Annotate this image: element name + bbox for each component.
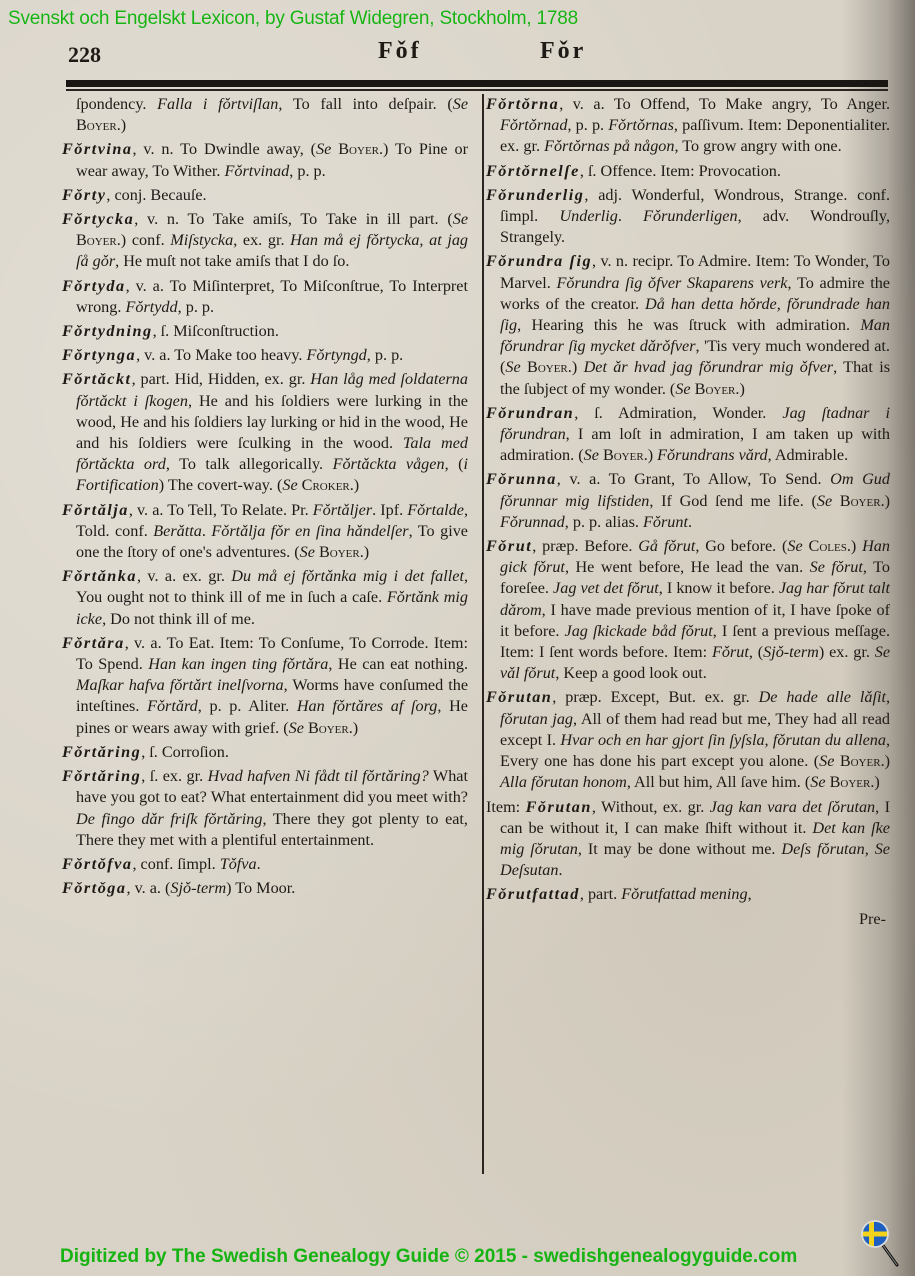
swedish-phrase: Du må ej fǒrtǎnka mig i det fallet: [231, 567, 464, 586]
swedish-phrase: Fǒrtǒrnad: [500, 116, 568, 135]
swedish-phrase: Fǒrtvinad: [224, 161, 290, 180]
swedish-phrase: Fǒrundra ſig ǒfver Skaparens verk: [556, 273, 788, 292]
entry-text: .): [880, 491, 890, 510]
dictionary-entry: [486, 161, 890, 182]
swedish-phrase: Fǒrtǒrnas: [608, 116, 674, 135]
headword: Fǒrutan: [525, 797, 592, 816]
dictionary-entry: [486, 469, 890, 533]
entry-text: , There they got plenty to eat, There they met with a plentiful entertainment.: [76, 809, 468, 849]
headword: Fǒrtǒga: [62, 879, 127, 898]
entry-text: , præp. Before.: [532, 537, 639, 556]
entry-text: , To fall into deſpair. (: [278, 95, 453, 113]
left-column: [62, 94, 468, 902]
dictionary-entry: [486, 94, 890, 158]
entry-text: , part.: [579, 885, 622, 904]
entry-text: , Do not think ill of me.: [102, 609, 255, 628]
dictionary-entry: [486, 797, 890, 882]
entry-text: , ſ. Admiration, Wonder.: [574, 403, 783, 422]
entry-text: , ſ. Offence. Item: Provocation.: [579, 161, 781, 180]
entry-text: , Worms have conſumed the inteſtines.: [76, 676, 468, 716]
swedish-phrase: Han kan ingen ting fǒrtǎra: [148, 655, 329, 674]
entry-text: .: [558, 861, 563, 880]
swedish-phrase: Se: [583, 446, 599, 465]
swedish-phrase: Se: [810, 773, 826, 792]
entry-text: , It may be done without me.: [577, 839, 782, 858]
entry-text: ſpondency.: [76, 95, 158, 113]
entry-text: . Ipf.: [372, 500, 408, 519]
entry-text: , He went before, He lead the van.: [564, 558, 810, 577]
headword: Fǒrtǎlja: [62, 500, 129, 519]
swedish-phrase: Se: [316, 140, 332, 159]
entry-text: , You ought not to think ill of me in ſuch a caſe.: [76, 567, 468, 607]
entry-text: Boyer: [598, 446, 644, 465]
entry-text: .): [846, 537, 863, 556]
dictionary-entry: [62, 742, 468, 763]
entry-text: .): [348, 718, 359, 737]
entry-text: , 'Tis very much wondered at. (: [500, 337, 890, 377]
headword: Fǒrutan: [486, 688, 553, 707]
swedish-phrase: Fǒrtǎljer: [312, 500, 373, 519]
swedish-phrase: Se: [452, 210, 468, 229]
swedish-phrase: De fingo dǎr friſk fǒrtǎring: [76, 809, 263, 828]
swedish-phrase: Fǒrtalde: [407, 500, 464, 519]
swedish-phrase: Se: [819, 752, 835, 771]
entry-text: , v. a. To Tell, To Relate. Pr.: [128, 500, 313, 519]
entry-text: , v. n. To Dwindle away, (: [132, 140, 317, 159]
swedish-phrase: Se: [452, 95, 469, 113]
entry-text: Croker: [297, 476, 350, 495]
entry-text: , (: [748, 643, 764, 662]
entry-text: , paſſivum. Item: Deponentialiter. ex. gr.: [500, 116, 891, 156]
entry-text: , Without, ex. gr.: [591, 797, 710, 816]
headword: Fǒrutfattad: [486, 885, 580, 904]
swedish-phrase: De hade alle lǎſit, fǒrutan jag: [500, 688, 891, 728]
swedish-phrase: Fǒrunt: [642, 512, 688, 531]
headword: Fǒrtǒrna: [486, 95, 560, 113]
swedish-phrase: Se: [675, 379, 691, 398]
header-rule-thin: [66, 89, 888, 91]
swedish-phrase: Jag har fǒrut talt dǎrom: [500, 579, 890, 619]
swedish-phrase: Se: [816, 491, 833, 510]
swedish-phrase: Det kan ſke mig ſǒrutan: [500, 818, 890, 858]
swedish-phrase: Berǎtta: [153, 521, 202, 540]
dictionary-entry: [486, 403, 890, 467]
entry-text: , He muſt not take amiſs that I do ſo.: [115, 252, 350, 271]
entry-text: Boyer: [834, 752, 881, 771]
magnifier-swedish-flag-icon: [860, 1218, 900, 1268]
swedish-phrase: Hvad hafven Ni fådt til fǒrtǎring?: [207, 767, 429, 786]
source-caption: Svenskt och Engelskt Lexicon, by Gustaf Widegren, Stockholm, 1788: [8, 8, 578, 29]
entry-text: , ex. gr.: [233, 231, 291, 250]
entry-text: , conj. Becauſe.: [106, 185, 207, 204]
entry-text: .): [735, 379, 745, 398]
entry-text: , He can eat nothing.: [328, 655, 468, 674]
entry-text: , præp. Except, But. ex. gr.: [552, 688, 759, 707]
dictionary-entry: [62, 209, 468, 273]
swedish-phrase: Han gick fǒrut: [500, 537, 890, 577]
headword: Fǒrtyda: [62, 276, 126, 295]
swedish-phrase: Fǒrtydd: [125, 297, 178, 316]
dictionary-entry: [486, 536, 890, 684]
entry-text: .): [349, 476, 360, 495]
dictionary-entry: [62, 566, 468, 630]
entry-text: .) To Pine or wear away, To Wither.: [76, 140, 468, 180]
entry-text: Item:: [486, 797, 526, 816]
swedish-phrase: Falla i fǒrtviſlan: [157, 95, 279, 113]
swedish-phrase: Jag kan vara det ſǒrutan: [709, 797, 876, 816]
swedish-phrase: Gå fǒrut: [638, 537, 696, 556]
entry-text: .: [201, 521, 212, 540]
swedish-phrase: Deſs fǒrutan, Se Deſsutan: [500, 839, 890, 880]
guide-word-left: Fǒf: [378, 38, 422, 64]
entry-text: ) ex. gr.: [818, 643, 875, 662]
dictionary-entry: [62, 369, 468, 496]
headword: Fǒrtycka: [62, 210, 135, 229]
entry-text: ) The covert-way. (: [158, 476, 283, 495]
headword: Fǒrtǒrnelſe: [486, 161, 580, 180]
entry-text: .): [880, 752, 890, 771]
headword: Fǒrtydning: [62, 322, 153, 341]
entry-text: Boyer: [303, 718, 349, 737]
dictionary-entry: [486, 884, 890, 905]
entry-text: .): [116, 116, 127, 135]
entry-text: , To talk allegorically.: [165, 455, 333, 474]
entry-text: , adj. Wonderful, Wondrous, Strange. conf. ſimpl.: [500, 185, 890, 226]
swedish-phrase: Alla fǒrutan honom: [500, 773, 627, 792]
swedish-phrase: Fǒrtǎckta vågen: [332, 455, 445, 474]
headword: Fǒrtǒfva: [62, 854, 133, 873]
swedish-phrase: Då han detta hǒrde, fǒrundrade han ſig: [500, 294, 890, 335]
headword: Fǒrtvina: [62, 140, 133, 159]
dictionary-entry: [486, 251, 890, 399]
entry-text: , p. p.: [366, 346, 404, 365]
guide-word-right: Fǒr: [540, 38, 587, 64]
swedish-phrase: Om Gud fǒrunnar mig lifstiden: [500, 470, 890, 510]
swedish-phrase: Se fǒrut: [809, 558, 863, 577]
swedish-phrase: i Fortification: [76, 455, 468, 495]
entry-text: Coles: [802, 537, 847, 556]
dictionary-entry: [62, 321, 468, 342]
entry-text: , v. a. To Miſinterpret, To Miſconſtrue, To Interpret wrong.: [76, 276, 468, 316]
entry-text: , v. a. To Offend, To Make angry, To Anger.: [559, 95, 890, 113]
swedish-phrase: Han fǒrtǎres af ſorg: [296, 697, 438, 716]
swedish-phrase: Fǒrtǒrnas på någon: [544, 137, 675, 156]
entry-text: Boyer: [825, 773, 871, 792]
headword: Fǒrunderlig: [486, 185, 585, 204]
headword: Fǒrty: [62, 185, 107, 204]
entry-text: .): [643, 446, 658, 465]
swedish-phrase: Fǒrtǎlja fǒr en ſina hǎndelſer: [211, 521, 409, 540]
entry-text: , I can be without it, I can make ſhift without it.: [500, 797, 890, 837]
entry-text: , Every one has done his part except you alone. (: [500, 730, 890, 771]
swedish-phrase: Man fǒrundrar ſig mycket dǎrǒfver: [500, 316, 890, 356]
swedish-phrase: Hvar och en har gjort ſin ſyſsla, fǒrutan du allena: [560, 730, 886, 749]
swedish-phrase: Se: [505, 358, 521, 377]
entry-text: ) To Moor.: [226, 879, 296, 898]
column-divider: [482, 94, 484, 1174]
entry-text: .: [617, 207, 644, 226]
swedish-phrase: Miſstycka: [170, 231, 234, 250]
headword: Fǒrtǎring: [62, 767, 142, 786]
entry-text: , I ſent a previous meſſage. Item: I ſent words before. Item:: [500, 621, 890, 662]
entry-text: .: [687, 512, 692, 531]
entry-text: , Admirable.: [767, 446, 849, 465]
entry-text: .): [870, 773, 880, 792]
swedish-phrase: Sjǒ-term: [170, 879, 227, 898]
entry-text: , If God ſend me life. (: [649, 491, 817, 510]
dictionary-entry: [62, 94, 468, 136]
swedish-phrase: Jag ſtadnar i fǒrundran: [500, 403, 890, 444]
swedish-phrase: Fǒrut: [711, 643, 749, 662]
swedish-phrase: Fǒrtǎrd: [147, 697, 198, 716]
header-rule-thick: [66, 80, 888, 87]
swedish-phrase: Se: [787, 537, 803, 556]
entry-text: , p. p.: [289, 161, 326, 180]
entry-text: , Keep a good look out.: [555, 664, 707, 683]
swedish-phrase: Se: [282, 476, 298, 495]
swedish-phrase: Se: [299, 543, 315, 562]
entry-text: , I am loſt in admiration, I am taken up with admiration. (: [500, 425, 890, 465]
entry-text: , All but him, All ſave him. (: [626, 773, 811, 792]
footer-caption: Digitized by The Swedish Genealogy Guide © 2015 - swedishgenealogyguide.com: [60, 1246, 798, 1267]
entry-text: , part. Hid, Hidden, ex. gr.: [131, 370, 311, 389]
dictionary-entry: [62, 633, 468, 739]
entry-text: What have you got to eat? What entertainment did you meet with?: [76, 767, 468, 807]
swedish-phrase: Se vǎl fǒrut: [500, 643, 890, 683]
page-number: 228: [68, 42, 101, 67]
entry-text: , That is the ſubject of my wonder. (: [500, 358, 890, 398]
swedish-phrase: Fǒrunderligen: [643, 207, 738, 226]
swedish-phrase: Se: [288, 718, 304, 737]
headword: Fǒrtynga: [62, 346, 137, 365]
dictionary-entry: [62, 766, 468, 851]
entry-text: .): [567, 358, 584, 377]
entry-text: , v. a. (: [126, 879, 171, 898]
entry-text: , v. n. recipr. To Admire. Item: To Wonder, To Marvel.: [500, 252, 890, 292]
entry-text: , He and his ſoldiers were lurking in the wood, He and his ſoldiers lay lurking or hid in the wood, He and his ſoldiers were ſculking in the wood.: [76, 391, 468, 453]
entry-text: , He pines or wears away with grief. (: [76, 697, 468, 737]
headword: Fǒrtǎring: [62, 742, 142, 761]
dictionary-entry: [62, 345, 468, 366]
entry-text: Boyer: [76, 116, 117, 135]
dictionary-entry: [62, 878, 468, 899]
catchword: Pre-: [859, 909, 886, 928]
entry-text: .) conf.: [116, 231, 171, 250]
entry-text: .: [256, 854, 261, 873]
entry-text: , p. p.: [567, 116, 609, 135]
swedish-phrase: Jag vet det fǒrut: [553, 579, 659, 598]
dictionary-entry: [62, 500, 468, 564]
headword: Fǒrtǎra: [62, 633, 125, 652]
entry-text: , v. a. To Make too heavy.: [136, 346, 307, 365]
dictionary-entry: [62, 185, 468, 206]
headword: Fǒrtǎnka: [62, 567, 137, 586]
dictionary-entry: [62, 854, 468, 875]
swedish-phrase: Tǒfva: [219, 854, 257, 873]
entry-text: , Go before. (: [695, 537, 788, 556]
swedish-phrase: Fǒrutfattad mening: [621, 885, 748, 904]
entry-text: , p. p. Aliter.: [197, 697, 297, 716]
entry-text: , Hearing this he was ſtruck with admiration.: [517, 316, 861, 335]
swedish-phrase: Fǒrunnad: [500, 512, 565, 531]
dictionary-entry: [486, 687, 890, 793]
entry-text: , To admire the works of the creator.: [500, 273, 890, 313]
swedish-phrase: Fǒrtǎnk mig icke: [76, 588, 468, 628]
entry-text: , To foreſee.: [500, 558, 890, 598]
entry-text: Boyer: [331, 140, 379, 159]
entry-text: , To give one the ſtory of one's adventures. (: [76, 521, 468, 562]
headword: Fǒrtǎckt: [62, 370, 132, 389]
entry-text: Boyer: [520, 358, 568, 377]
headword: Fǒrut: [486, 537, 533, 556]
swedish-phrase: Han låg med ſoldaterna fǒrtǎckt i ſkogen: [76, 370, 468, 410]
entry-text: Boyer: [314, 543, 360, 562]
entry-text: , adv. Wondrouſly, Strangely.: [500, 207, 891, 247]
entry-text: , (: [444, 455, 464, 474]
entry-text: , ſ. Corroſion.: [141, 742, 229, 761]
entry-text: Boyer: [76, 231, 117, 250]
swedish-phrase: Fǒrtyngd: [306, 346, 367, 365]
entry-text: , v. a. ex. gr.: [136, 567, 232, 586]
right-column: [486, 94, 890, 930]
entry-text: , ſ. ex. gr.: [141, 767, 208, 786]
dictionary-entry: [62, 276, 468, 318]
entry-text: , v. a. To Grant, To Allow, To Send.: [556, 470, 831, 489]
entry-text: , p. p.: [177, 297, 215, 316]
swedish-phrase: Maſkar hafva fǒrtǎrt inelſvorna: [76, 676, 284, 695]
swedish-phrase: Sjǒ-term: [763, 643, 819, 662]
swedish-phrase: Tala med fǒrtǎckta ord: [76, 434, 468, 474]
headword: Fǒrundran: [486, 403, 575, 422]
entry-text: .): [359, 543, 370, 562]
entry-text: , I know it before.: [658, 579, 779, 598]
entry-text: Boyer: [690, 379, 736, 398]
entry-text: , v. n. To Take amiſs, To Take in ill part. (: [134, 210, 453, 229]
swedish-phrase: Underlig: [559, 207, 618, 226]
dictionary-entry: [62, 139, 468, 181]
entry-text: , All of them had read but me, They had all read except I.: [500, 709, 891, 749]
entry-text: , p. p. alias.: [564, 512, 643, 531]
swedish-phrase: Fǒrundrans vǎrd: [657, 446, 768, 465]
swedish-phrase: Det ǎr hvad jag fǒrundrar mig ǒfver: [583, 358, 834, 377]
swedish-phrase: Han må ej fǒrtycka, at jag ſå gǒr: [76, 231, 469, 271]
entry-text: , conf. ſimpl.: [132, 854, 220, 873]
entry-text: , Told. conf.: [76, 500, 468, 540]
entry-text: ,: [747, 885, 752, 904]
entry-text: , I have made previous mention of it, I have ſpoke of it before.: [500, 600, 890, 640]
entry-text: Boyer: [832, 491, 881, 510]
headword: Fǒrundra ſig: [486, 252, 593, 271]
entry-text: , ſ. Miſconſtruction.: [152, 322, 279, 341]
dictionary-entry: [486, 185, 890, 249]
entry-text: , v. a. To Eat. Item: To Conſume, To Corrode. Item: To Spend.: [76, 633, 468, 674]
running-head: [0, 38, 915, 70]
entry-text: , To grow angry with one.: [674, 137, 842, 156]
headword: Fǒrunna: [486, 470, 557, 489]
swedish-phrase: Jag ſkickade båd fǒrut: [564, 621, 713, 640]
